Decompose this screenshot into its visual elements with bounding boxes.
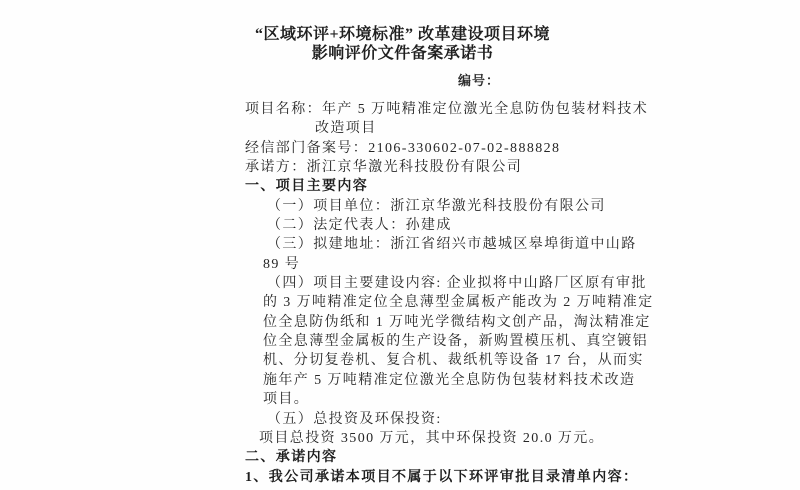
line-legal-representative: （二）法定代表人：孙建成 bbox=[267, 218, 452, 234]
line-promisor: 承诺方：浙江京华激光科技股份有限公司 bbox=[245, 160, 523, 176]
line-filing-number: 经信部门备案号：2106-330602-07-02-888828 bbox=[245, 140, 561, 156]
line-investment-heading: （五）总投资及环保投资: bbox=[267, 411, 442, 427]
line-project-name-cont: 改造项目 bbox=[315, 121, 377, 137]
document-title-line1: “区域环评+环境标准” 改革建设项目环境 bbox=[254, 26, 551, 43]
line-construction-cont-2: 位全息防伪纸和 1 万吨光学微结构文创产品，淘汰精准定 bbox=[263, 314, 651, 330]
line-proposed-address: （三）拟建地址：浙江省绍兴市越城区皋埠街道中山路 bbox=[267, 237, 637, 253]
document-title bbox=[150, 25, 655, 63]
line-construction-cont-6: 项目。 bbox=[263, 392, 310, 408]
heading-project-main-content: 一、项目主要内容 bbox=[245, 179, 369, 195]
line-project-name: 项目名称：年产 5 万吨精准定位激光全息防伪包装材料技术 bbox=[245, 102, 649, 117]
line-project-unit: （一）项目单位：浙江京华激光科技股份有限公司 bbox=[267, 198, 606, 214]
serial-number-label: 编号： bbox=[458, 73, 501, 88]
line-construction-cont-1: 的 3 万吨精准定位全息薄型金属板产能改为 2 万吨精准定 bbox=[263, 295, 654, 311]
line-construction-content: （四）项目主要建设内容: 企业拟将中山路厂区原有审批 bbox=[267, 276, 647, 292]
line-commitment-item-1: 1、我公司承诺本项目不属于以下环评审批目录清单内容： bbox=[245, 469, 639, 485]
line-construction-cont-4: 机、分切复卷机、复合机、裁纸机等设备 17 台，从而实 bbox=[263, 353, 644, 369]
line-investment-detail: 项目总投资 3500 万元，其中环保投资 20.0 万元。 bbox=[259, 430, 605, 446]
line-construction-cont-5: 施年产 5 万吨精准定位激光全息防伪包装材料技术改造 bbox=[263, 372, 636, 388]
heading-commitment-content: 二、承诺内容 bbox=[245, 450, 338, 466]
document-body bbox=[243, 100, 663, 487]
line-address-cont: 89 号 bbox=[263, 256, 301, 272]
line-construction-cont-3: 位全息薄型金属板的生产设备，新购置模压机、真空镀铝 bbox=[263, 334, 648, 350]
document-title-line2: 影响评价文件备案承诺书 bbox=[311, 45, 494, 62]
